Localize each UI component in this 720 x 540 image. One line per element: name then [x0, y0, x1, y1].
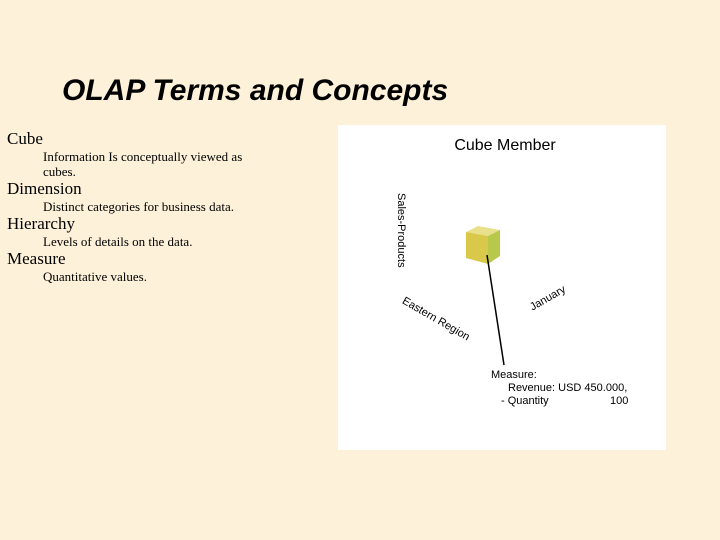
- term-desc: Levels of details on the data.: [43, 234, 193, 249]
- measure-label: Measure:: [491, 369, 537, 381]
- slide-title: OLAP Terms and Concepts: [62, 74, 449, 107]
- term-measure: Measure: [7, 249, 66, 268]
- axis-products-label: Sales-Products: [395, 193, 407, 268]
- term-desc: Quantitative values.: [43, 269, 147, 284]
- cube-member-figure: [338, 125, 666, 450]
- term-cube: Cube: [7, 129, 43, 148]
- terms-list: [7, 129, 287, 284]
- term-hierarchy: Hierarchy: [7, 214, 75, 233]
- axis-region-label: Eastern Region: [400, 295, 472, 344]
- term-desc: Information Is conceptually viewed as cubes.: [43, 149, 243, 179]
- axis-time-label: January: [528, 283, 568, 314]
- quantity-value: 100: [610, 395, 629, 407]
- revenue-label: Revenue: USD 450.000,: [508, 382, 628, 394]
- figure-title: Cube Member: [454, 137, 556, 154]
- term-dimension: Dimension: [7, 179, 82, 198]
- term-desc: Distinct categories for business data.: [43, 199, 234, 214]
- quantity-label: - Quantity: [501, 395, 549, 407]
